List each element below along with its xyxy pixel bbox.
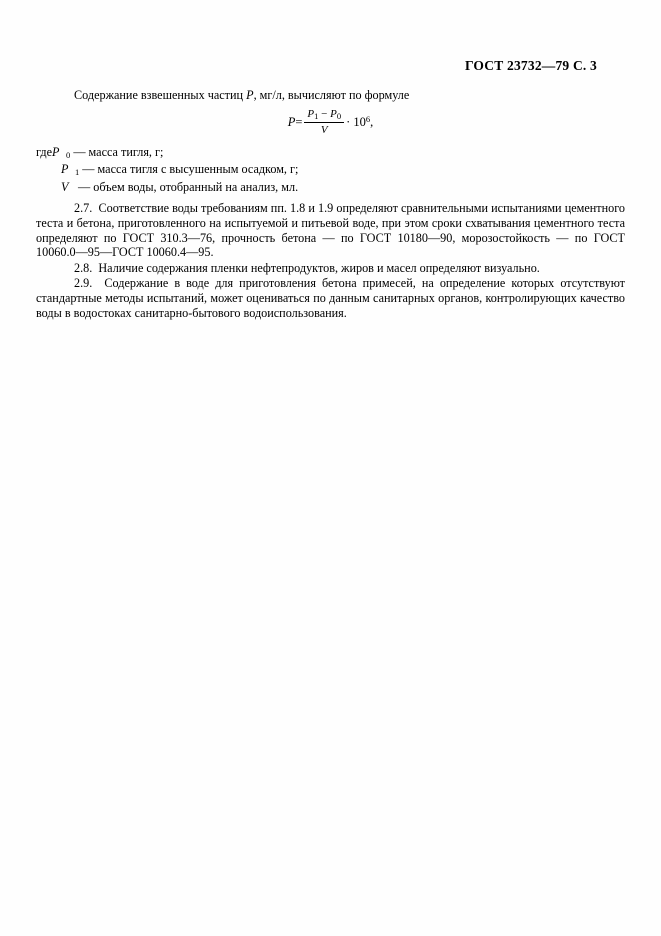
- clause-text: Содержание в воде для приготовления бетона примесей, на определение которых отсутствуют стандартные методы испытаний, может оцениваться по данным санитарных органов, контролирующих качество воды в водостоках санитарно-бытового водоиспользования.: [36, 276, 625, 320]
- clause-number: 2.7.: [74, 201, 93, 216]
- definition-line: [36, 162, 625, 180]
- formula-multiplier-exponent: 6: [365, 113, 371, 124]
- definition-symbol: P: [52, 144, 60, 159]
- intro-symbol: P: [246, 88, 254, 102]
- definition-symbol-sub: 0: [66, 149, 71, 160]
- formula-fraction: [304, 108, 344, 136]
- formula: [288, 109, 374, 137]
- formula-multiplier: 10: [353, 114, 366, 129]
- formula-numerator: [304, 108, 344, 122]
- formula-block: [36, 109, 625, 137]
- intro-text-after: , мг/л, вычисляют по формуле: [253, 88, 410, 102]
- intro-text-before: Содержание взвешенных частиц: [74, 88, 247, 102]
- definition-text: — масса тигля, г;: [73, 144, 164, 159]
- clause-number: 2.9.: [74, 276, 93, 291]
- clause-number: 2.8.: [74, 260, 93, 275]
- page-header: ГОСТ 23732—79 С. 3: [464, 58, 597, 73]
- definition-line: [36, 180, 625, 198]
- intro-paragraph: [36, 88, 625, 103]
- clause-paragraph: [36, 276, 625, 320]
- definition-symbol: V: [61, 179, 69, 194]
- clause-paragraph: [36, 261, 625, 276]
- document-body: [36, 88, 625, 320]
- formula-dot: ·: [346, 114, 351, 129]
- definition-symbol: P: [61, 162, 69, 177]
- clause-text: Соответствие воды требованиям пп. 1.8 и 1.9 определяют сравнительными испытаниями цементного теста и бетона, приготовленного на испытуемой и питьевой воде, при этом сроки схватывания цементного теста определяют по ГОСТ 310.3—76, прочность бетона — по ГОСТ 10180—90, морозостойкость — по ГОСТ 10060.0—95—ГОСТ 10060.4—95.: [36, 201, 626, 260]
- clause-paragraph: [36, 201, 625, 259]
- definition-line: [36, 145, 625, 163]
- clause-text: Наличие содержания пленки нефтепродуктов, жиров и масел определяют визуально.: [98, 260, 540, 275]
- formula-result: P: [287, 114, 296, 129]
- formula-num-right: P: [330, 107, 337, 120]
- definition-text: — масса тигля с высушенным осадком, г;: [82, 162, 299, 177]
- definition-symbol-sub: 1: [75, 167, 80, 178]
- formula-minus: −: [321, 107, 328, 120]
- formula-denominator: V: [320, 123, 328, 136]
- definition-text: — объем воды, отобранный на анализ, мл.: [78, 179, 299, 194]
- formula-num-left-sub: 1: [314, 110, 319, 121]
- formula-equals: =: [295, 114, 303, 129]
- formula-num-right-sub: 0: [336, 110, 342, 121]
- definition-lead: где: [36, 144, 53, 159]
- formula-comma: ,: [370, 114, 374, 129]
- symbol-definitions: [36, 145, 625, 198]
- formula-num-left: P: [307, 107, 315, 120]
